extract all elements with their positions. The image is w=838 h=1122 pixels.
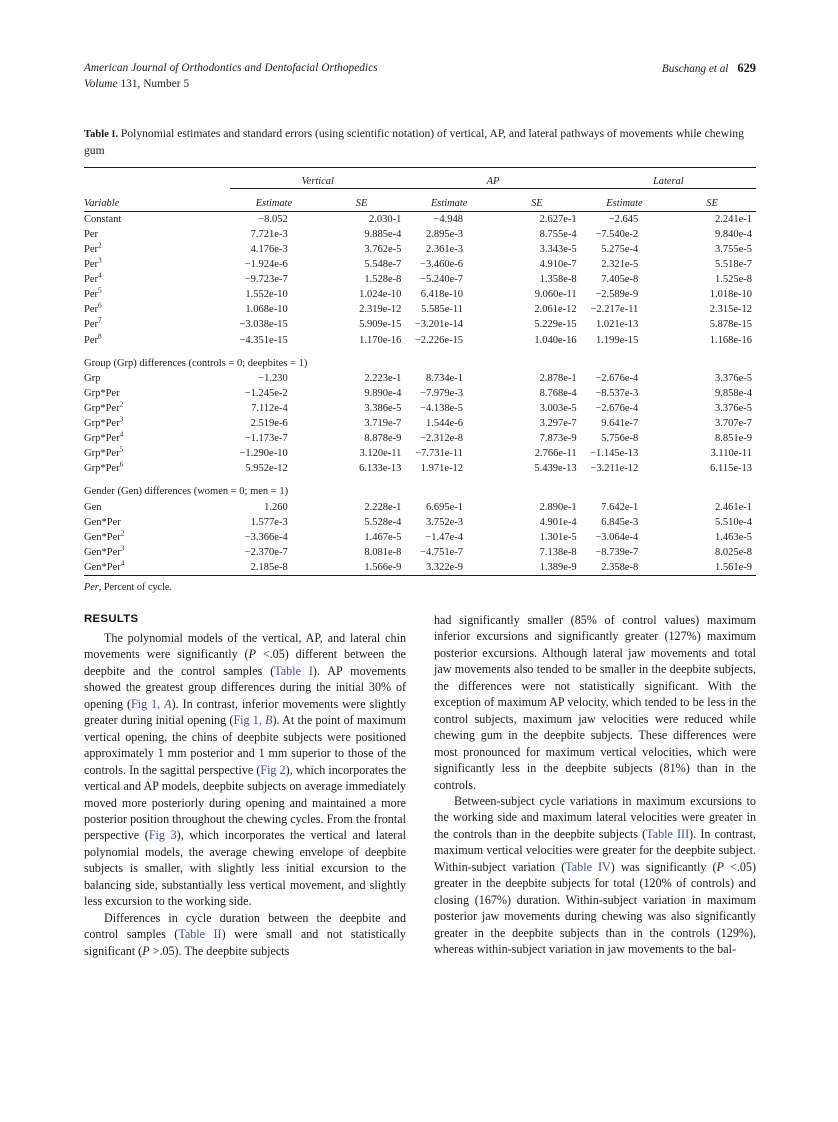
cell-lateral-estimate: 5.275e-4 [601,244,639,255]
cell-ap-se: 9.060e-11 [534,289,577,301]
cell-ap-estimate: 2.895e-3 [425,228,464,240]
running-head [84,60,756,94]
table-row-label: Gen*Per [84,516,121,528]
cell-ap-se: 1.389e-9 [493,560,581,576]
cell-vertical-estimate: 1.068e-10 [245,304,288,316]
body-column-right [434,612,756,958]
cell-vertical-se: 8.081e-8 [364,546,402,558]
cell-lateral-se: 9.840e-4 [714,228,752,240]
cell-vertical-se: 2.319e-12 [359,304,402,316]
cell-lateral-estimate: −2.645 [608,213,639,225]
cell-ap-estimate: −4.138e-5 [420,402,464,414]
cell-vertical-estimate: 2.185e-8 [230,560,318,576]
table-row-label: Grp*Per$^2$ [84,399,124,414]
table-row [84,333,756,348]
cell-vertical-estimate: −1.290e-10 [239,448,288,460]
cross-reference[interactable]: Table IV [565,859,611,874]
table-row-label: Constant [84,213,122,225]
figure-panel-letter: B [265,713,273,728]
table-row [84,386,756,401]
cell-vertical-estimate: −1.245e-2 [244,387,288,399]
group-header-ap: AP [405,167,580,188]
table-row-label: Grp*Per [84,387,120,399]
cell-vertical-estimate: −1.230 [258,372,288,384]
table-footnote [84,581,756,595]
table-row-label: Grp*Per$^5$ [84,444,124,460]
cell-vertical-se: 1.467e-5 [364,531,402,543]
table-row-label: Per$^3$ [84,255,102,271]
cell-lateral-estimate: 2.358e-8 [581,560,669,576]
stat-symbol: P [716,859,724,874]
exponent: 5 [119,444,124,454]
table-row [84,227,756,242]
exponent: 3 [98,255,102,265]
cell-vertical-se: 5.548e-7 [364,259,402,271]
volume-label: Volume [84,78,118,90]
table-row [84,242,756,257]
table-row [84,446,756,461]
cross-reference[interactable]: Table I [274,663,313,678]
table-1-container [84,126,756,605]
cell-vertical-estimate: 5.952e-12 [245,463,288,475]
cell-ap-se: 3.003e-5 [539,402,577,414]
cell-vertical-se: 2.228e-1 [364,501,402,513]
cell-ap-estimate: 1.544e-6 [425,418,464,430]
exponent: 6 [119,459,124,469]
cell-vertical-se: 1.170e-16 [359,334,402,346]
cell-ap-se: 1.358e-8 [539,274,577,286]
cell-vertical-estimate: −3.038e-15 [239,319,288,331]
table-row [84,500,756,515]
cell-ap-se: 2.890e-1 [539,501,577,513]
column-header-vertical-estimate: Estimate [255,197,293,209]
cell-vertical-se: 5.528e-4 [364,516,402,528]
cell-lateral-se: 3.755e-5 [714,244,752,255]
cell-vertical-estimate: 7.721e-3 [250,228,288,240]
table-row-label: Grp [84,372,101,384]
table-row-label: Gen*Per$^4$ [84,560,230,576]
cell-lateral-estimate: −1.145e-13 [590,448,639,460]
cell-ap-estimate: −2.226e-15 [414,334,464,346]
table-1 [84,167,756,576]
cell-lateral-estimate: −2.676e-4 [595,372,639,384]
cell-vertical-estimate: 1.552e-10 [245,289,288,301]
table-row-label: Per$^2$ [84,240,102,255]
cell-vertical-estimate: 4.176e-3 [250,244,288,255]
cell-vertical-estimate: −3.366e-4 [244,531,288,543]
cell-lateral-se: 1.561e-9 [668,560,756,576]
cell-ap-estimate: 6.695e-1 [425,501,464,513]
cell-lateral-estimate: −3.211e-12 [590,463,639,475]
cell-ap-estimate: −7.979e-3 [420,387,464,399]
table-section-heading-row [84,348,756,371]
cell-vertical-se: 8.878e-9 [364,433,402,445]
table-row-label: Per$^7$ [84,315,102,331]
group-header-vertical: Vertical [230,167,405,188]
table-row [84,416,756,431]
cell-ap-se: 5.229e-15 [534,319,577,331]
cell-ap-estimate: 1.971e-12 [420,463,464,475]
cell-lateral-se: 9.858e-4 [714,387,752,399]
cell-ap-se: 2.766e-11 [534,448,577,460]
table-row-label: Per$^8$ [84,331,102,346]
cell-ap-se: 4.901e-4 [539,516,577,528]
journal-title: American Journal of Orthodontics and Dentofacial Orthopedics [84,62,378,74]
cell-vertical-estimate: −2.370e-7 [244,546,288,558]
cell-vertical-estimate: 1.577e-3 [250,516,288,528]
cell-ap-estimate: 2.361e-3 [425,244,464,255]
table-section-heading-row [84,476,756,499]
exponent: 3 [119,414,124,424]
cross-reference[interactable]: Table II [178,927,222,942]
table-row-label: Per$^5$ [84,285,102,301]
table-header [84,167,756,211]
cell-ap-se: 3.343e-5 [539,244,577,255]
table-row-label: Grp*Per$^4$ [84,429,124,445]
table-row [84,257,756,272]
cross-reference[interactable]: Fig 1, A [131,696,172,711]
paragraph: Between-subject cycle variations in maximum excursions to the working side and maximum lateral velocities were greater in the controls than in the deepbite subjects (Table III). In contrast, maximum vertical velocities were greater for the deepbite subject. Within-subject variation (Table IV) was significantly (P <.05) greater in the deepbite subjects for total (120% of controls) and closing (167%) duration. Within-subject variation in maximum posterior jaw movements during chewing was also significantly greater in the deepbite subjects than in the controls (129%), whereas within-subject variation in jaw movements to the bal- [434,793,757,957]
cell-lateral-se: 1.018e-10 [709,289,752,301]
cell-ap-se: 2.878e-1 [539,372,577,384]
column-header-lateral-estimate: Estimate [606,197,643,209]
table-row [84,431,756,446]
cell-lateral-se: 3.376e-5 [714,372,752,384]
table-row-label: Per$^4$ [84,270,102,286]
exponent: 2 [98,240,102,250]
cell-ap-estimate: −2.312e-8 [420,433,464,445]
exponent: 4 [120,558,125,568]
column-header-ap-se: SE [531,197,543,209]
cell-lateral-se: 8.025e-8 [714,546,752,558]
table-row [84,530,756,545]
table-row-label: Gen*Per$^3$ [84,543,125,558]
stat-symbol: P [142,943,150,958]
cell-lateral-se: 5.518e-7 [714,259,752,271]
cell-lateral-se: 5.510e-4 [714,516,752,528]
exponent: 6 [98,300,102,310]
cell-vertical-se: 1.566e-9 [318,560,406,576]
group-header-lateral: Lateral [581,167,756,188]
cell-lateral-se: 8.851e-9 [714,433,752,445]
cell-ap-estimate: −4.751e-7 [420,546,464,558]
cell-ap-estimate: 8.734e-1 [425,372,464,384]
cell-ap-se: 8.755e-4 [539,228,577,240]
cell-ap-estimate: −5.240e-7 [420,274,464,286]
cell-lateral-estimate: −8.537e-3 [595,387,639,399]
table-group-header-row [84,167,756,188]
cell-vertical-se: 2.223e-1 [364,372,402,384]
table-row [84,401,756,416]
cell-lateral-se: 3.110e-11 [710,448,752,460]
table-row-label: Grp*Per$^3$ [84,414,124,430]
cell-lateral-estimate: −2.676e-4 [595,402,639,414]
table-row [84,461,756,476]
cell-lateral-estimate: 7.405e-8 [601,274,639,286]
exponent: 3 [120,543,125,553]
table-body [84,211,756,575]
cell-lateral-se: 6.115e-13 [710,463,752,475]
cell-vertical-se: 3.120e-11 [359,448,402,460]
cell-ap-estimate: −7.731e-11 [415,448,464,460]
cell-vertical-se: 3.386e-5 [364,402,402,414]
cell-vertical-se: 3.762e-5 [364,244,402,255]
cell-lateral-se: 1.525e-8 [714,274,752,286]
running-head-authors-page [662,60,756,77]
column-header-lateral-se: SE [706,197,718,209]
cell-ap-se: 4.910e-7 [539,259,577,271]
table-label: Table I. [84,129,118,140]
running-head-journal [84,60,378,92]
cell-lateral-estimate: −7.540e-2 [595,228,639,240]
article-body [84,612,756,1052]
cell-vertical-se: 1.024e-10 [359,289,402,301]
paragraph: Differences in cycle duration between the deepbite and control samples (Table II) were small and not statistically significant (P >.05). The deepbite subjects [84,910,407,958]
cross-reference[interactable]: Fig 3 [148,828,177,843]
volume-line [84,76,378,92]
cell-ap-estimate: −3.201e-14 [414,319,464,331]
table-row [84,272,756,287]
stat-symbol: P [248,647,256,662]
cell-vertical-se: 2.030-1 [369,213,402,225]
table-row-label: Per$^6$ [84,300,102,316]
cross-reference[interactable]: Table III [646,826,690,841]
exponent: 2 [120,528,125,538]
exponent: 2 [119,399,124,409]
exponent: 8 [98,331,102,341]
table-row [84,287,756,302]
body-column-left [84,612,406,959]
column-header-variable: Variable [84,197,120,209]
cell-vertical-se: 5.909e-15 [359,319,402,331]
cell-lateral-se: 2.315e-12 [709,304,752,316]
section-heading-results: RESULTS [84,613,139,625]
cell-lateral-estimate: −3.064e-4 [595,531,639,543]
volume-value: 131, Number 5 [120,78,190,90]
table-section-heading: Gender (Gen) differences (women = 0; men = 1) [84,486,289,498]
table-row [84,302,756,317]
cell-vertical-se: 1.528e-8 [364,274,402,286]
cell-lateral-estimate: 1.199e-15 [596,334,639,346]
table-row-label: Grp*Per$^6$ [84,459,124,475]
cell-ap-se: 5.439e-13 [534,463,577,475]
cell-lateral-estimate: 9.641e-7 [601,418,639,430]
figure-panel-letter: A [164,696,172,711]
cell-lateral-estimate: 5.756e-8 [601,433,639,445]
author-running-head: Buschang et al [661,63,729,75]
table-row [84,371,756,386]
cell-lateral-se: 3.376e-5 [714,402,752,414]
cell-ap-se: 3.297e-7 [539,418,577,430]
table-caption [84,126,756,160]
cell-ap-estimate: −4.948 [433,213,464,225]
cross-reference[interactable]: Fig 1, B [233,713,273,728]
cell-ap-estimate: 3.752e-3 [425,516,464,528]
cell-lateral-estimate: 2.321e-5 [601,259,639,271]
table-row-label: Gen [84,501,102,513]
exponent: 7 [98,315,102,325]
cell-vertical-estimate: 1.260 [264,501,288,513]
table-row-label: Per [84,228,98,240]
table-row [84,211,756,227]
cell-vertical-estimate: −9.723e-7 [244,274,288,286]
cell-lateral-se: 2.461e-1 [714,501,752,513]
cell-ap-estimate: 6.418e-10 [420,289,464,301]
cell-lateral-se: 5.878e-15 [709,319,752,331]
cell-lateral-se: 2.241e-1 [714,213,752,225]
cell-vertical-se: 9.890e-4 [364,387,402,399]
cell-lateral-estimate: 7.642e-1 [601,501,639,513]
paragraph: The polynomial models of the vertical, AP, and lateral chin movements were significantly (P <.05) different between the deepbite and the control samples (Table I). AP movements showed the greatest group differences during the initial 30% of opening (Fig 1, A). In contrast, inferior movements were slightly greater during initial opening (Fig 1, B). At the point of maximum vertical opening, the chins of deepbite subjects were positioned approximately 1 mm posterior and 1 mm superior to those of the controls. In the sagittal perspective (Fig 2), which incorporates the vertical and AP models, deepbite subjects on average immediately moved more posteriorly during opening and maintained a more posterior position throughout the chewing cycles. From the frontal perspective (Fig 3), which incorporates the vertical and lateral polynomial models, the average chewing envelope of deepbite subjects is smaller, with slightly less initial excursion to the balancing side, substantially less vertical movement, and slightly less excursion to the working side. [84,631,407,909]
cell-lateral-se: 1.168e-16 [709,334,752,346]
cell-ap-estimate: 3.322e-9 [405,560,493,576]
footnote-term: Per [84,581,99,593]
column-header-ap-estimate: Estimate [431,197,468,209]
cell-lateral-estimate: −2.589e-9 [595,289,639,301]
cell-lateral-estimate: −2.217e-11 [590,304,639,316]
cell-lateral-estimate: 6.845e-3 [601,516,639,528]
cell-ap-se: 7.138e-8 [539,546,577,558]
cell-lateral-se: 1.463e-5 [714,531,752,543]
table-row [84,317,756,332]
table-section-heading: Group (Grp) differences (controls = 0; deepbites = 1) [84,357,308,369]
cell-lateral-se: 3.707e-7 [714,418,752,430]
exponent: 5 [98,285,102,295]
cell-ap-estimate: 5.585e-11 [421,304,464,316]
cell-lateral-estimate: 1.021e-13 [596,319,639,331]
page-number: 629 [737,61,756,75]
table-caption-text: Polynomial estimates and standard errors (using scientific notation) of vertical, AP, and lateral pathways of movements while chewing gum [84,127,744,158]
cell-ap-se: 2.061e-12 [534,304,577,316]
cell-ap-se: 1.301e-5 [539,531,577,543]
exponent: 4 [119,429,124,439]
cell-ap-se: 1.040e-16 [534,334,577,346]
cell-vertical-estimate: −4.351e-15 [239,334,288,346]
table-row [84,560,756,576]
footnote-text: , Percent of cycle. [98,581,172,593]
cell-vertical-se: 3.719e-7 [364,418,402,430]
cell-lateral-estimate: −8.739e-7 [595,546,639,558]
table-row-label: Gen*Per$^2$ [84,528,125,543]
table-column-header-row [84,188,756,211]
cell-vertical-estimate: −1.924e-6 [244,259,288,271]
cell-ap-se: 2.627e-1 [539,213,577,225]
cell-ap-estimate: −1.47e-4 [425,531,464,543]
cell-ap-se: 7.873e-9 [539,433,577,445]
cell-vertical-estimate: −8.052 [258,213,288,225]
exponent: 4 [98,270,102,280]
table-row [84,545,756,560]
cell-ap-se: 8.768e-4 [539,387,577,399]
cell-vertical-estimate: −1.173e-7 [244,433,288,445]
cross-reference[interactable]: Fig 2 [260,762,286,777]
table-row [84,515,756,530]
column-header-vertical-se: SE [355,197,368,209]
cell-vertical-se: 9.885e-4 [364,228,402,240]
cell-vertical-estimate: 2.519e-6 [250,418,288,430]
cell-ap-estimate: −3.460e-6 [420,259,464,271]
paragraph: had significantly smaller (85% of control values) maximum inferior excursions and significantly greater (127%) maximum posterior excursions. Although lateral jaw movements and total jaw movements also tended to be smaller in the deepbite subjects, the differences were not statistically significant. With the exception of maximum AP velocity, which tended to be less in the control subjects, maximum jaw velocities were reduced while chewing gum in the deepbite subjects. These differences were most pronounced for maximum vertical velocities, which were significantly less in the deepbite subjects (81%) than in the controls. [434,613,757,792]
group-header-blank [84,167,230,188]
cell-vertical-estimate: 7.112e-4 [251,402,288,414]
cell-vertical-se: 6.133e-13 [359,463,402,475]
